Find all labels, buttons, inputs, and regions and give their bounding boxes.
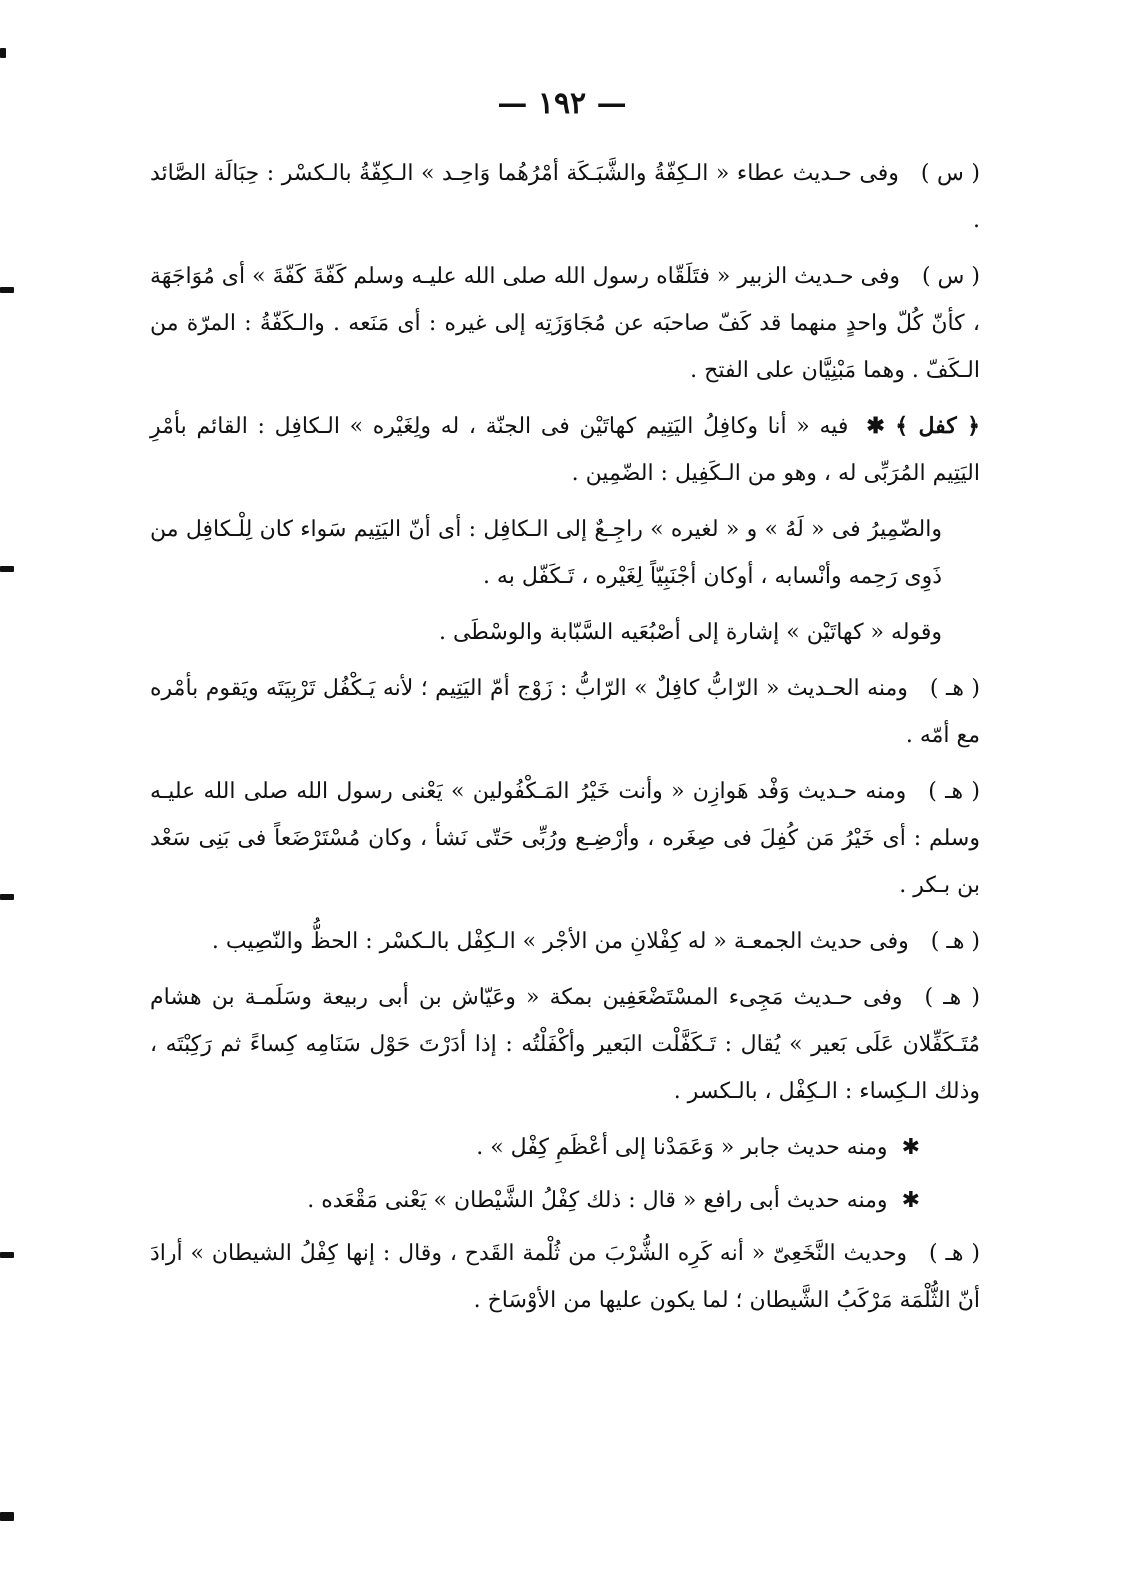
star-bullet-icon: ✱	[901, 1188, 920, 1213]
paragraph-text: ومنه حـديث وَفْد هَوازِن « وأنت خَيْرُ المَـكْفُولين » يَعْنى رسول الله صلى الله عليـه وسلم : أى خَيْرُ مَن كُفِلَ فى صِغَره ، وأرْضِـع ورُبِّى حَتّى نَشأ ، وكان مُسْتَرْضَعاً فى بَنِى سَعْد بن بـكر .	[150, 779, 980, 898]
source-tag: ( هـ )	[924, 985, 980, 1010]
scan-edge-mark	[0, 1512, 14, 1521]
paragraph	[150, 665, 980, 759]
paragraph	[150, 1230, 980, 1324]
source-tag: ( هـ )	[929, 1241, 980, 1266]
paragraph-text: ومنه حديث أبى رافع « قال : ذلك كِفْلُ الشَّيْطان » يَعْنى مَقْعَده .	[307, 1188, 888, 1213]
paragraph-text: ومنه حديث جابر « وَعَمَدْنا إلى أعْظَمِ كِفْل » .	[476, 1135, 888, 1160]
source-tag: ( هـ )	[929, 676, 981, 701]
scan-edge-mark	[0, 287, 14, 293]
star-paragraph	[150, 1177, 980, 1224]
paragraph-text: وقوله « كهاتَيْن » إشارة إلى أصْبُعَيه السَّبّابة والوسْطَى .	[438, 620, 942, 645]
source-tag: ( هـ )	[930, 929, 980, 954]
scan-edge-mark	[0, 1252, 14, 1258]
paragraph-text: وحديث النَّخَعِىّ « أنه كَرِه الشُّرْبَ من ثُلْمة القَدح ، وقال : إنها كِفْلُ الشيطان » أرادَ أنّ الثُّلْمَة مَرْكَبُ الشَّيطان ؛ لما يكون عليها من الأوْسَاخ .	[150, 1241, 980, 1313]
page-number: — ١٩٢ —	[497, 86, 627, 121]
star-bullet-icon: ✱	[901, 1135, 920, 1160]
paragraph	[150, 253, 980, 394]
paragraph	[150, 150, 980, 244]
scan-edge-mark	[0, 48, 6, 58]
paragraph-text: وفى حـديث مَجِىء المسْتَضْعَفِين بمكة « وعَيّاش بن أبى ربيعة وسَلَمـة بن هشام مُتَـكَفِّلان عَلَى بَعير » يُقال : تَـكَفَّلْت البَعير وأكْفَلْتُه : إذا أدَرْتَ حَوْل سَنَامِه كِساءً ثم رَكِبْتَه ، وذلك الـكِساء : الـكِفْل ، بالـكسر .	[150, 985, 980, 1104]
entry-heading-paragraph	[150, 403, 980, 497]
source-tag: ( س )	[920, 161, 980, 186]
source-tag: ( س )	[921, 264, 980, 289]
paragraph	[150, 506, 980, 600]
page-body	[150, 150, 980, 1333]
paragraph-text: ومنه الحـديث « الرّابُّ كافِلٌ » الرّابُّ : زَوْج أمّ اليَتِيم ؛ لأنه يَـكْفُل تَرْبِيَتَه ويَقوم بأمْره مع أمّه .	[150, 676, 980, 748]
paragraph-text: فيه « أنا وكافِلُ اليَتِيم كهاتَيْن فى الجنّة ، له ولِغَيْره » الـكافِل : القائم بأمْرِ اليَتِيم المُرَبِّى له ، وهو من الـكَفِيل : الضّمِين .	[150, 414, 980, 486]
paragraph	[150, 918, 980, 965]
scan-edge-mark	[0, 566, 14, 572]
paragraph-text: وفى حديث الجمعـة « له كِفْلانِ من الأجْر » الـكِفْل بالـكسْر : الحظُّ والنّصِيب .	[211, 929, 909, 954]
paragraph	[150, 768, 980, 909]
scan-edge-mark	[0, 894, 14, 900]
entry-root-heading: ﴿ كفل ﴾ ✱	[866, 413, 980, 439]
paragraph-text: وفى حـديث عطاء « الـكِفّةُ والشَّبَـكَة أمْرُهُما وَاحِـد » الـكِفّةُ بالـكسْر : حِبَالَة الصَّائد .	[150, 161, 980, 233]
paragraph-text: وفى حـديث الزبير « فتَلَقّاه رسول الله صلى الله عليـه وسلم كَفّةَ كَفّةَ » أى مُوَاجَهَة ، كأنّ كُلّ واحدٍ منهما قد كَفّ صاحبَه عن مُجَاوَزَتِه إلى غيره : أى مَنَعه . والـكَفّةُ : المرّة من الـكَفّ . وهما مَبْنِيَّان على الفتح .	[150, 264, 980, 383]
paragraph-text: والضّمِيرُ فى « لَهُ » و « لغيره » راجِـعٌ إلى الـكافِل : أى أنّ اليَتِيم سَواء كان لِلْـكافِل من ذَوِى رَحِمه وأنْسابه ، أوكان أجْنَبِيّاً لِغَيْره ، تَـكَفّل به .	[150, 517, 942, 589]
source-tag: ( هـ )	[928, 779, 980, 804]
paragraph	[150, 609, 980, 656]
paragraph	[150, 974, 980, 1115]
star-paragraph	[150, 1124, 980, 1171]
